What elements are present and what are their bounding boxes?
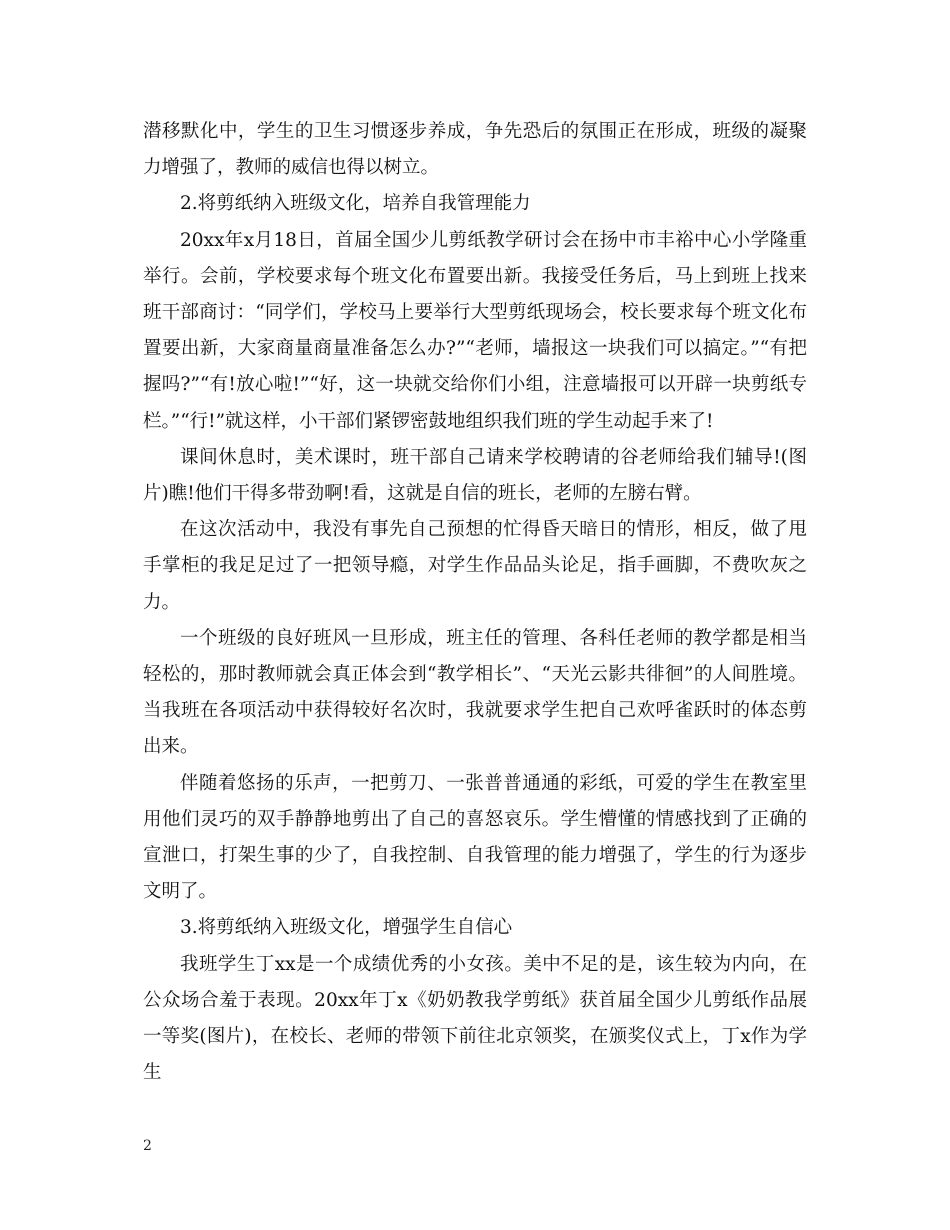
paragraph: 在这次活动中，我没有事先自己预想的忙得昏天暗日的情形，相反，做了甩手掌柜的我足足过了一把领导瘾，对学生作品品头论足，指手画脚，不费吹灰之力。 [143, 519, 807, 613]
paragraph: 伴随着悠扬的乐声，一把剪刀、一张普普通通的彩纸，可爱的学生在教室里用他们灵巧的双手静静地剪出了自己的喜怒哀乐。学生懵懂的情感找到了正确的宣泄口，打架生事的少了，自我控制、自我管理的能力增强了，学生的行为逐步文明了。 [143, 772, 807, 903]
paragraph: 我班学生丁xx是一个成绩优秀的小女孩。美中不足的是，该生较为内向，在公众场合羞于表现。20xx年丁x《奶奶教我学剪纸》获首届全国少儿剪纸作品展一等奖(图片)，在校长、老师的带领下前往北京领奖，在颁奖仪式上，丁x作为学生 [143, 953, 807, 1084]
paragraph: 一个班级的良好班风一旦形成，班主任的管理、各科任老师的教学都是相当轻松的，那时教师就会真正体会到“教学相长”、“天光云影共徘徊”的人间胜境。当我班在各项活动中获得较好名次时，我就要求学生把自己欢呼雀跃时的体态剪出来。 [143, 627, 807, 758]
page-number: 2 [143, 1138, 152, 1154]
paragraph: 20xx年x月18日，首届全国少儿剪纸教学研讨会在扬中市丰裕中心小学隆重举行。会前，学校要求每个班文化布置要出新。我接受任务后，马上到班上找来班干部商讨：“同学们，学校马上要举行大型剪纸现场会，校长要求每个班文化布置要出新，大家商量商量准备怎么办?”“老师，墙报这一块我们可以搞定。”“有把握吗?”“有!放心啦!”“好，这一块就交给你们小组，注意墙报可以开辟一块剪纸专栏。”“行!”就这样，小干部们紧锣密鼓地组织我们班的学生动起手来了! [143, 229, 807, 432]
paragraph: 潜移默化中，学生的卫生习惯逐步养成，争先恐后的氛围正在形成，班级的凝聚力增强了，教师的威信也得以树立。 [143, 121, 807, 179]
document-body [143, 114, 807, 1091]
section-heading: 2.将剪纸纳入班级文化，培养自我管理能力 [180, 193, 531, 215]
section-heading: 3.将剪纸纳入班级文化，增强学生自信心 [180, 917, 513, 939]
paragraph: 课间休息时，美术课时，班干部自己请来学校聘请的谷老师给我们辅导!(图片)瞧!他们干得多带劲啊!看，这就是自信的班长，老师的左膀右臂。 [143, 446, 807, 505]
